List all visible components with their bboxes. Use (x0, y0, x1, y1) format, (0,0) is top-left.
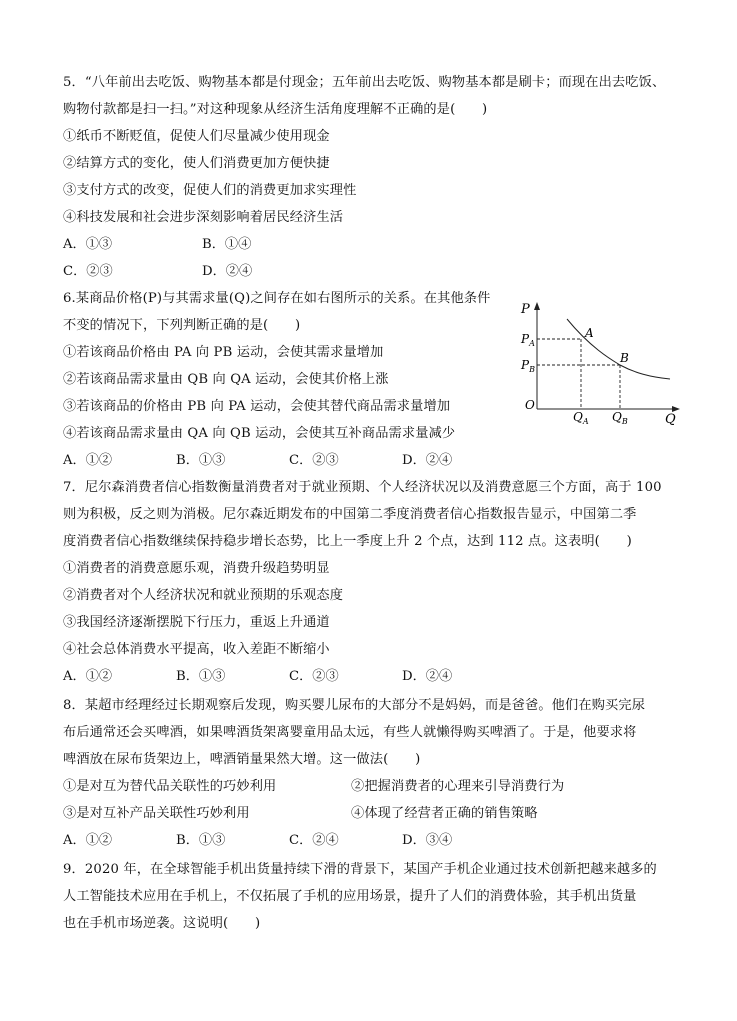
q6-option-a: A．①② (63, 453, 113, 468)
q8-option-c: C．②④ (289, 833, 339, 848)
q6-statement-1: ①若该商品价格由 PA 向 PB 运动，会使其需求量增加 (63, 345, 384, 360)
q7-option-b: B．①③ (176, 669, 226, 684)
q5-statement-1: ①纸币不断贬值，促使人们尽量减少使用现金 (63, 129, 330, 144)
q6-options (63, 452, 515, 470)
q5-options-row-1 (63, 236, 341, 254)
pa-label: $P_A$ (521, 332, 535, 348)
q5-option-d: D．②④ (202, 264, 253, 279)
q7-statement-1: ①消费者的消费意愿乐观，消费升级趋势明显 (63, 561, 330, 576)
q7-option-d: D．②④ (402, 669, 453, 684)
q5-stem-line-1: 5．“八年前出去吃饭、购物基本都是付现金；五年前出去吃饭、购物基本都是刷卡；而现在出去吃饭、 (63, 75, 666, 90)
q8-option-d: D．③④ (402, 833, 453, 848)
q8-options (63, 832, 515, 850)
point-a-label: A (585, 326, 594, 340)
q6-option-d: D．②④ (402, 453, 453, 468)
q6-option-b: B．①③ (176, 453, 226, 468)
q8-stem-line-2: 布后通常还会买啤酒，如果啤酒货架离婴童用品太远，有些人就懒得购买啤酒了。于是，他要求将 (63, 725, 637, 740)
q8-statement-4: ④体现了经营者正确的销售策略 (351, 806, 538, 821)
x-axis-label: Q (665, 412, 676, 427)
q9-stem-line-2: 人工智能技术应用在手机上，不仅拓展了手机的应用场景，提升了人们的消费体验，其手机出货量 (63, 889, 637, 904)
q7-statement-4: ④社会总体消费水平提高，收入差距不断缩小 (63, 642, 330, 657)
q7-statement-3: ③我国经济逐渐摆脱下行压力，重返上升通道 (63, 615, 330, 630)
q9-stem-line-3: 也在手机市场逆袭。这说明( ) (63, 916, 261, 931)
q7-stem-line-1: 7．尼尔森消费者信心指数衡量消费者对于就业预期、个人经济状况以及消费意愿三个方面，高于 100 (63, 480, 662, 495)
q6-option-c: C．②③ (289, 453, 339, 468)
q8-stem-line-1: 8．某超市经理经过长期观察后发现，购买婴儿尿布的大部分不是妈妈，而是爸爸。他们在购买完尿 (63, 698, 646, 713)
q6-statement-2: ②若该商品需求量由 QB 向 QA 运动，会使其价格上涨 (63, 372, 389, 387)
demand-curve (567, 319, 670, 379)
q6-statement-4: ④若该商品需求量由 QA 向 QB 运动，会使其互补商品需求量减少 (63, 426, 456, 441)
q8-statements-row-2 (63, 805, 639, 823)
q8-statements-row-1 (63, 778, 639, 796)
q6-stem-line-2: 不变的情况下，下列判断正确的是( ) (63, 318, 301, 333)
q6-stem-line-1: 6.某商品价格(P)与其需求量(Q)之间存在如右图所示的关系。在其他条件 (63, 291, 491, 306)
q5-stem-line-2: 购物付款都是扫一扫。”对这种现象从经济生活角度理解不正确的是( ) (63, 102, 488, 117)
q5-statement-3: ③支付方式的改变，促使人们的消费更加求实理性 (63, 183, 357, 198)
q8-option-a: A．①② (63, 833, 113, 848)
q7-statement-2: ②消费者对个人经济状况和就业预期的乐观态度 (63, 588, 344, 603)
pb-label: $P_B$ (521, 358, 535, 374)
demand-curve-graph (515, 297, 685, 427)
q6-statement-3: ③若该商品的价格由 PB 向 PA 运动，会使其替代商品需求量增加 (63, 399, 451, 414)
qb-label: $Q_B$ (612, 410, 628, 426)
q5-option-a: A．①③ (63, 237, 113, 252)
y-axis-arrow (534, 302, 540, 310)
q7-options (63, 668, 515, 686)
point-b-label: B (620, 351, 629, 365)
q8-statement-2: ②把握消费者的心理来引导消费行为 (351, 779, 565, 794)
q7-option-c: C．②③ (289, 669, 339, 684)
q8-statement-1: ①是对互为替代品关联性的巧妙利用 (63, 779, 277, 794)
q7-stem-line-3: 度消费者信心指数继续保持稳步增长态势，比上一季度上升 2 个点，达到 112 点。这表明( ) (63, 534, 632, 549)
q5-option-b: B．①④ (202, 237, 252, 252)
q5-statement-4: ④科技发展和社会进步深刻影响着居民经济生活 (63, 210, 344, 225)
q9-stem-line-1: 9．2020 年，在全球智能手机出货量持续下滑的背景下，某国产手机企业通过技术创新把越来越多的 (63, 862, 657, 877)
q8-stem-line-3: 啤酒放在尿布货架边上，啤酒销量果然大增。这一做法( ) (63, 752, 421, 767)
y-axis-label: P (521, 302, 530, 317)
q5-options-row-2 (63, 263, 341, 281)
q7-option-a: A．①② (63, 669, 113, 684)
qa-label: $Q_A$ (573, 410, 589, 426)
q7-stem-line-2: 则为积极，反之则为消极。尼尔森近期发布的中国第二季度消费者信心指数报告显示，中国第二季 (63, 507, 637, 522)
q5-option-c: C．②③ (63, 264, 113, 279)
origin-label: O (525, 398, 535, 412)
q8-option-b: B．①③ (176, 833, 226, 848)
q5-statement-2: ②结算方式的变化，使人们消费更加方便快捷 (63, 156, 330, 171)
q8-statement-3: ③是对互补产品关联性巧妙利用 (63, 806, 250, 821)
